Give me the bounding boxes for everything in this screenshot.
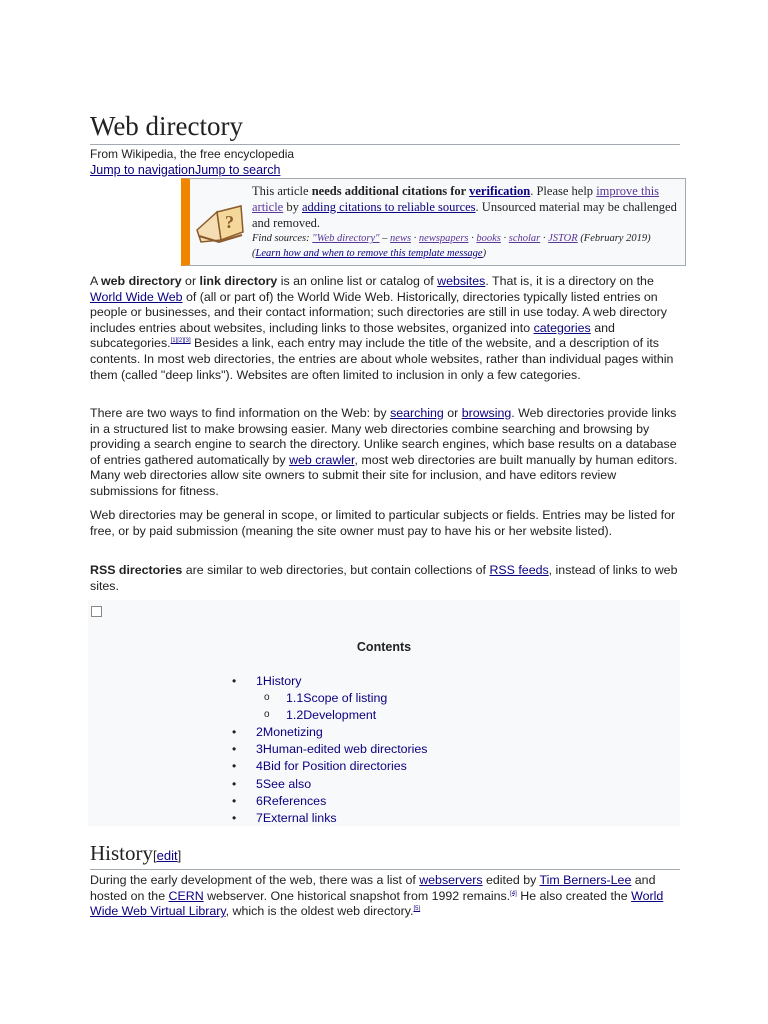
toc-number: 4	[256, 759, 263, 773]
toc-toggle-checkbox[interactable]	[91, 606, 102, 617]
websites-link[interactable]: websites	[437, 274, 486, 288]
book-question-icon	[195, 200, 245, 244]
citation-1-2-3[interactable]: [1][2][3]	[170, 338, 191, 345]
jump-to-search-link[interactable]: Jump to search	[194, 163, 281, 177]
citation-4[interactable]: [4]	[510, 890, 517, 897]
toc-number: 7	[256, 811, 263, 825]
remove-template-link[interactable]: Learn how and when to remove this template message	[255, 248, 483, 259]
improve-article-link[interactable]: improve this article	[252, 184, 660, 214]
toc-bullet: •	[232, 742, 237, 756]
books-link[interactable]: books	[476, 233, 501, 244]
news-link[interactable]: news	[390, 233, 412, 244]
rss-paragraph: RSS directories are similar to web directories, but contain collections of RSS feeds, instead of links to web sites.	[90, 563, 678, 593]
toc-item[interactable]	[232, 673, 302, 689]
citation-5[interactable]: [5]	[413, 906, 421, 913]
intro-paragraph: A web directory or link directory is an online list or catalog of websites. That is, it is a directory on the World Wide Web of (all or part of) the World Wide Web. Historically, directories typically listed entries on people or businesses, and their contact information; such directories are still in use today. A web directory includes entries about websites, including links to those websites, organized into categories and subcategories.[1][2][3] Besides a link, each entry may include the title of the website, and a description of its contents. In most web directories, the entries are about whole websites, rather than individual pages within them (called "deep links"). Websites are often limited to inclusion in only a few categories.	[90, 274, 674, 382]
toc-bullet: •	[232, 759, 237, 773]
toc-label[interactable]: Bid for Position directories	[262, 759, 407, 773]
toc-number: 1	[256, 674, 263, 688]
verification-link[interactable]: verification	[469, 184, 531, 198]
toc-number: 1.1	[286, 691, 304, 705]
history-paragraph: During the early development of the web, there was a list of webservers edited by Tim Berners-Lee and hosted on the CERN webserver. One historical snapshot from 1992 remains.[4] He also created the World Wide Web Virtual Library, which is the oldest web directory.[5]	[90, 873, 664, 919]
toc-label[interactable]: Development	[303, 708, 377, 722]
searching-link[interactable]: searching	[390, 406, 444, 420]
toc-bullet: •	[232, 725, 237, 739]
jump-links	[90, 162, 280, 178]
find-sources-line: Find sources: "Web directory" – news · newspapers · books · scholar · JSTOR (February 2019) (Learn how and when to remove this template message)	[252, 233, 651, 259]
newspapers-link[interactable]: newspapers	[418, 233, 469, 244]
toc-number: 3	[256, 742, 263, 756]
browsing-link[interactable]: browsing	[461, 406, 512, 420]
toc-item[interactable]	[232, 810, 337, 826]
toc-bullet: •	[232, 811, 237, 825]
jump-to-navigation-link[interactable]: Jump to navigation	[90, 163, 195, 177]
citation-notice-text: This article needs additional citations for verification. Please help improve this article by adding citations to reliable sources. Unsourced material may be challenged and removed. Find sources: "Web directory" – news · newspapers · books · scholar · JSTOR (February 2019) (Learn how and when to remove this template message)	[252, 184, 677, 259]
rss-feeds-link[interactable]: RSS feeds	[489, 563, 549, 577]
toc-number: 1.2	[286, 708, 304, 722]
webservers-link[interactable]: webservers	[419, 873, 483, 887]
svg-text:?: ?	[225, 212, 234, 232]
toc-bullet: o	[264, 692, 270, 703]
toc-bullet: •	[232, 777, 237, 791]
toc-item[interactable]	[232, 758, 407, 774]
tim-berners-lee-link[interactable]: Tim Berners-Lee	[539, 873, 632, 887]
toc-item[interactable]	[264, 690, 388, 706]
toc-label[interactable]: Monetizing	[262, 725, 323, 739]
toc-title: Contents	[356, 640, 412, 654]
toc-item[interactable]	[232, 741, 428, 757]
toc-label[interactable]: Human-edited web directories	[262, 742, 428, 756]
jstor-link[interactable]: JSTOR	[548, 233, 578, 244]
toc-item[interactable]	[232, 724, 323, 740]
toc-number: 2	[256, 725, 263, 739]
toc-label[interactable]: External links	[262, 811, 337, 825]
toc-number: 5	[256, 777, 263, 791]
toc-label[interactable]: See also	[262, 777, 312, 791]
scholar-link[interactable]: scholar	[508, 233, 541, 244]
toc-bullet: •	[232, 794, 237, 808]
www-virtual-library-link[interactable]: World Wide Web Virtual Library	[90, 888, 664, 919]
toc-bullet: •	[232, 674, 237, 688]
adding-citations-link[interactable]: adding citations to reliable sources	[301, 200, 476, 214]
scope-paragraph: Web directories may be general in scope, or limited to particular subjects or fields. Entries may be listed for free, or by paid submission (meaning the site owner must pay to have his or her website listed).	[90, 508, 676, 538]
toc-item[interactable]	[232, 776, 312, 792]
toc-label[interactable]: Scope of listing	[303, 691, 388, 705]
toc-label[interactable]: References	[262, 794, 327, 808]
table-of-contents	[88, 600, 680, 826]
history-heading: History[edit]	[90, 840, 680, 870]
source-search-link[interactable]: "Web directory"	[312, 233, 380, 244]
web-crawler-link[interactable]: web crawler	[289, 452, 355, 467]
categories-link[interactable]: categories	[533, 320, 591, 335]
world-wide-web-link[interactable]: World Wide Web	[90, 289, 183, 304]
search-browse-paragraph: There are two ways to find information on the Web: by searching or browsing. Web directories provide links in a structured list to make browsing easier. Many web directories combine searching and browsing by providing a search engine to search the directory. Unlike search engines, which base results on a database of entries gathered automatically by web crawler, most web directories are built manually by human editors. Many web directories allow site owners to submit their site for inclusion, and have editors review submissions for fitness.	[90, 406, 678, 498]
tagline: From Wikipedia, the free encyclopedia	[90, 147, 295, 161]
toc-label[interactable]: History	[262, 674, 302, 688]
cern-link[interactable]: CERN	[168, 888, 204, 903]
toc-item[interactable]	[232, 793, 327, 809]
toc-item[interactable]	[264, 707, 377, 723]
page-title: Web directory	[90, 108, 680, 145]
edit-history-link[interactable]: edit	[156, 848, 178, 863]
toc-number: 6	[256, 794, 263, 808]
toc-bullet: o	[264, 709, 270, 720]
